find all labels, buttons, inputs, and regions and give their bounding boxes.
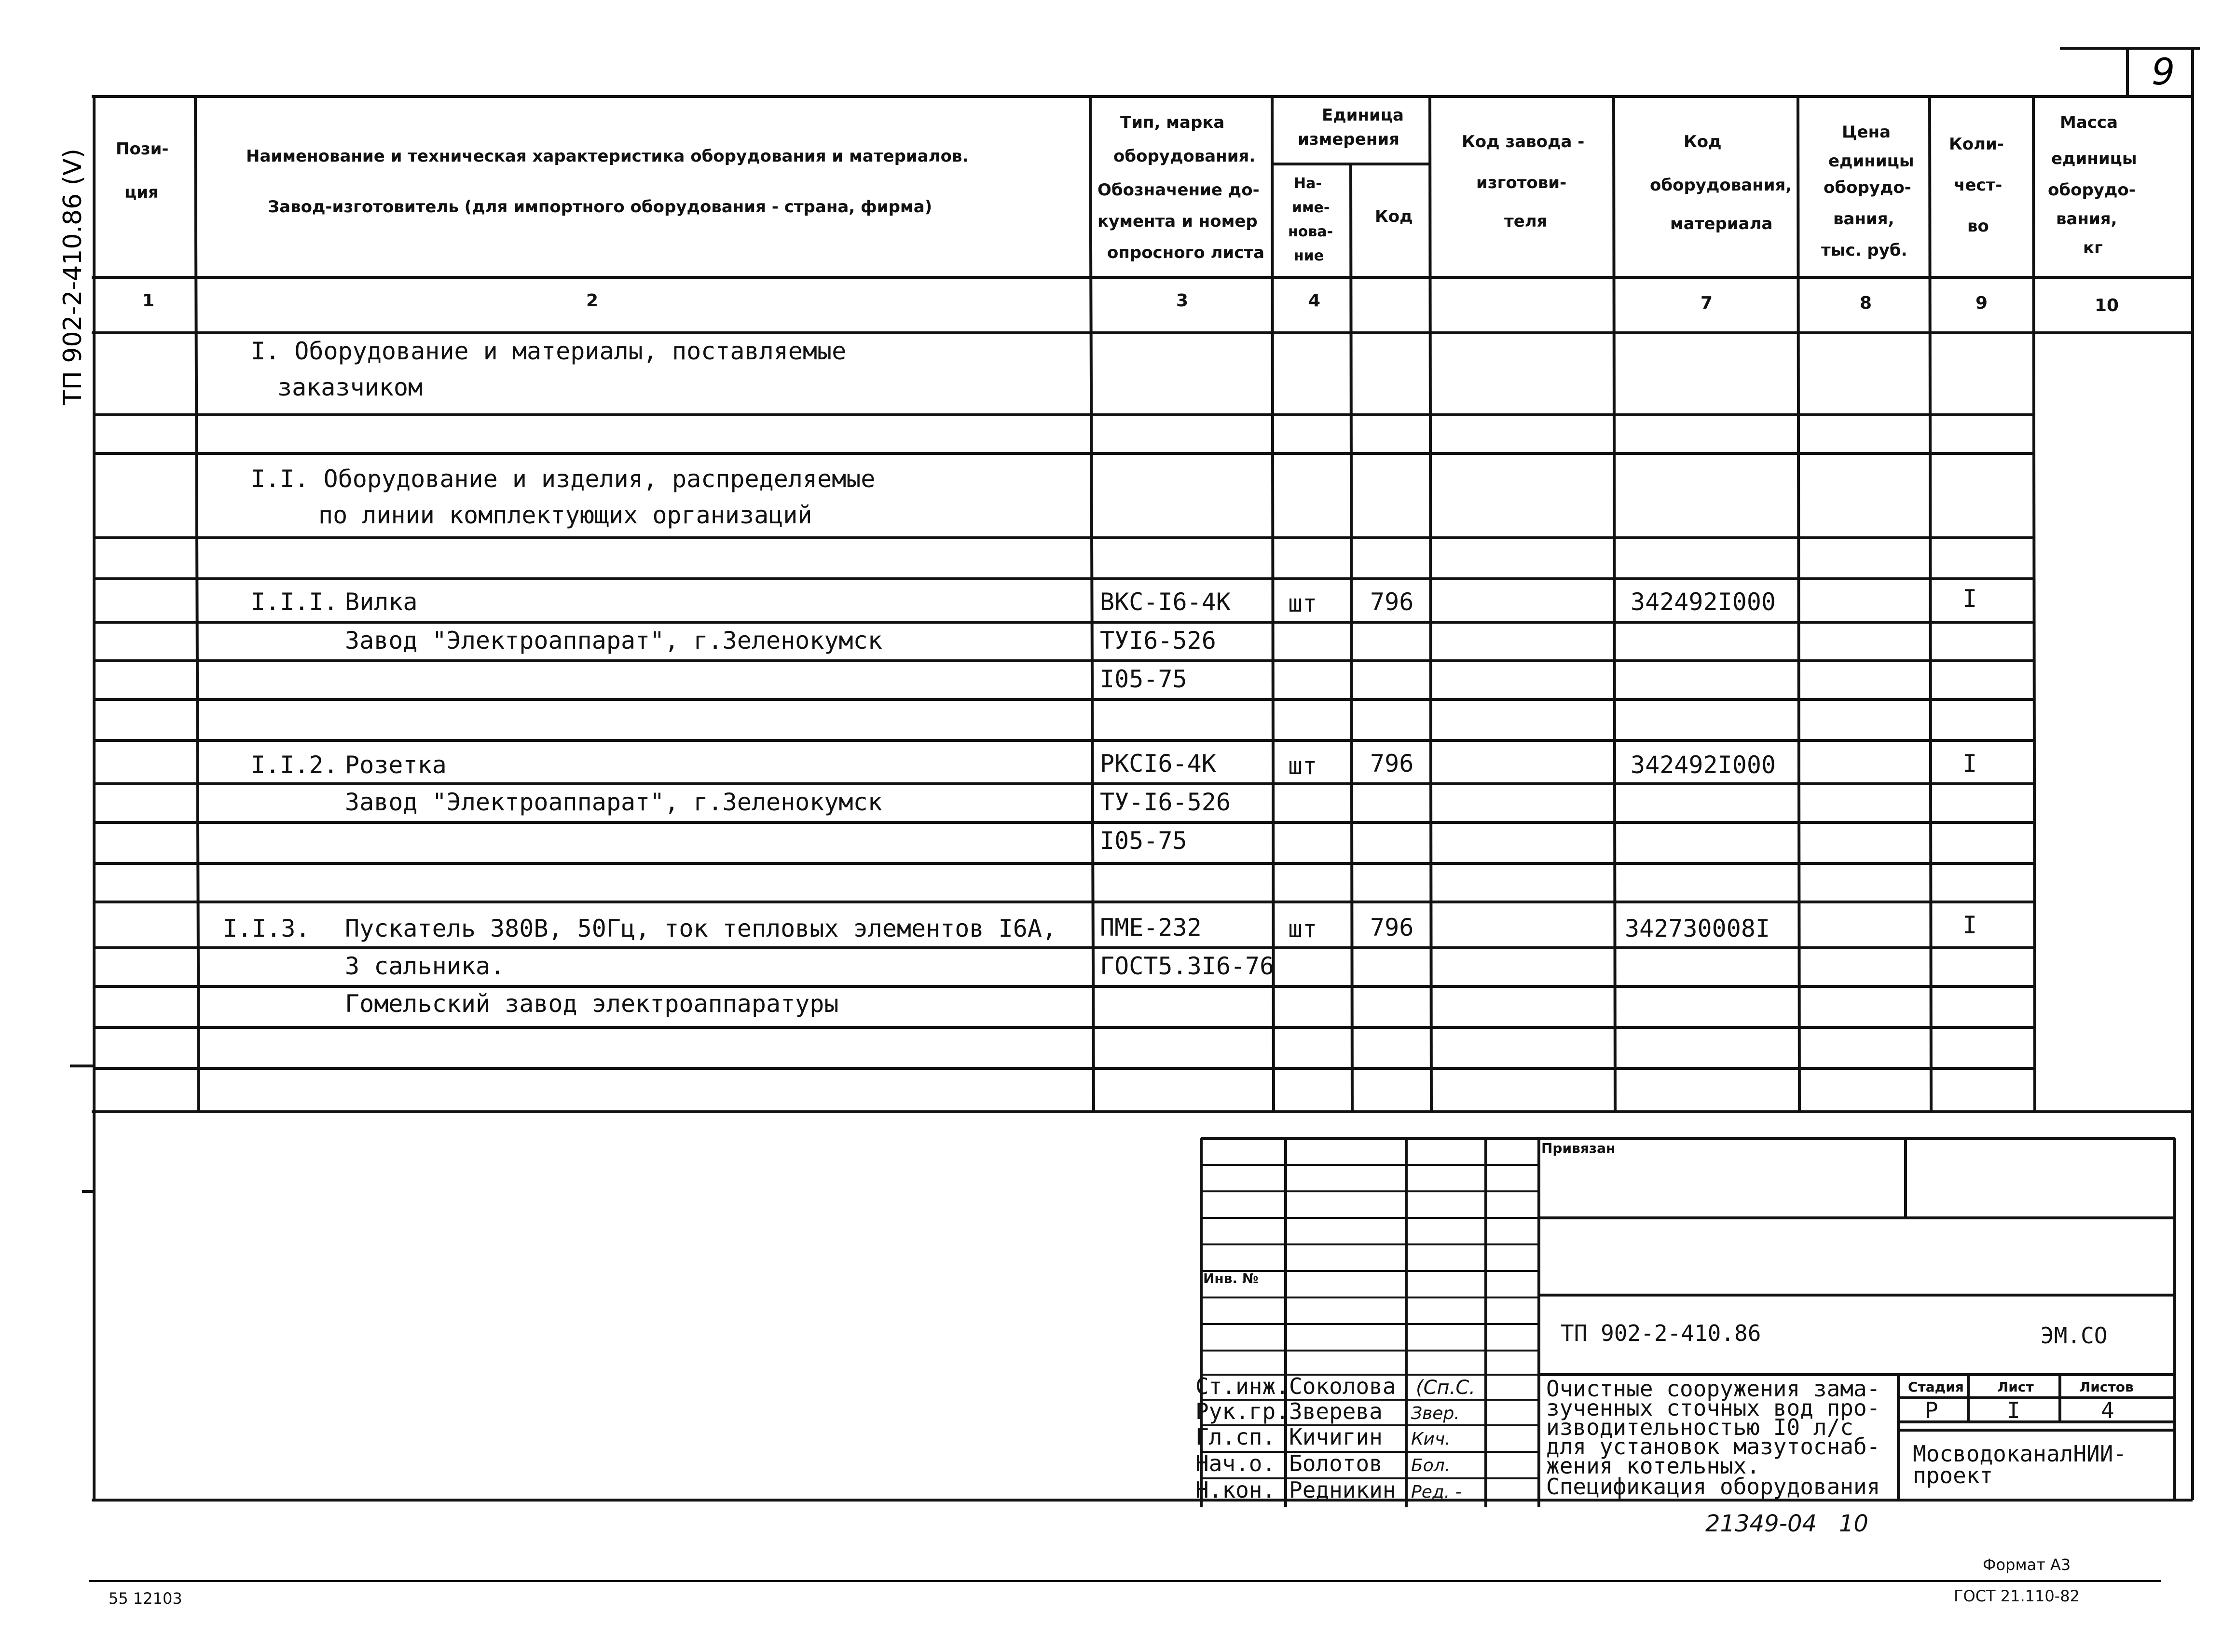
hdr-unit-name-l4: ние (1294, 247, 1324, 264)
hdr-unit-name-l3: нова- (1288, 223, 1333, 240)
staff-name-3: Кичигин (1289, 1424, 1383, 1450)
hdr-maker-l3: теля (1504, 212, 1548, 231)
item1-unit-code: 796 (1370, 588, 1414, 616)
hdr-qty-l1: Коли- (1949, 135, 2004, 154)
desc-l6: Спецификация оборудования (1546, 1474, 1880, 1500)
item1-type: ВКС-I6-4К (1100, 588, 1231, 616)
hdr-unit-l1: Единица (1322, 106, 1404, 125)
hdr-col2-l2: Завод-изготовитель (для импортного оборудования - страна, фирма) (268, 197, 933, 217)
staff-role-4: Нач.о. (1195, 1450, 1276, 1476)
hdr-price-l4: вания, (1833, 209, 1894, 229)
item3-position: I.I.3. (223, 915, 310, 942)
doc-code: ТП 902-2-410.86 (1561, 1320, 1761, 1346)
hdr-unit-name-l2: име- (1292, 199, 1330, 216)
hdr-col3-l1: Тип, марка (1120, 113, 1225, 132)
table-body (223, 337, 1977, 1018)
staff-name-1: Соколова (1289, 1373, 1396, 1399)
table-row (251, 585, 1977, 693)
item2-maker: Завод "Электроаппарат", г.Зеленокумск (345, 788, 882, 816)
item1-qty: I (1962, 585, 1977, 613)
item2-qty: I (1962, 750, 1977, 778)
sheets-value: 4 (2101, 1397, 2114, 1423)
org-l1: МосводоканалНИИ- (1913, 1441, 2127, 1467)
org-l2: проект (1913, 1462, 1993, 1488)
item1-doc: ТУI6-526 (1100, 627, 1216, 655)
table-row (223, 911, 1977, 1018)
colnum-9: 9 (1975, 293, 1988, 313)
hdr-mass-l4: вания, (2056, 209, 2117, 229)
staff-role-5: Н.кон. (1195, 1477, 1276, 1503)
colnum-10: 10 (2095, 296, 2119, 315)
handwritten-number: 21349-04 10 (1705, 1510, 1868, 1537)
inv-label: Инв. № (1203, 1270, 1259, 1286)
hdr-col3-l4: кумента и номер (1097, 212, 1258, 231)
item3-qty: I (1962, 911, 1977, 939)
colnum-7: 7 (1701, 293, 1713, 313)
hdr-col3-l2: оборудования. (1113, 147, 1256, 166)
side-code: ТП 902-2-410.86 (V) (58, 149, 87, 405)
hdr-col1-l1: Пози- (116, 139, 169, 159)
colnum-1: 1 (142, 291, 155, 311)
item3-name-cont: 3 сальника. (345, 952, 505, 980)
hdr-maker-l1: Код завода - (1462, 132, 1585, 151)
privyazan-label: Привязан (1541, 1140, 1616, 1156)
item2-unit: шт (1288, 752, 1317, 780)
item2-name: Розетка (345, 751, 447, 779)
signature-4: Бол. (1411, 1456, 1451, 1475)
item1-maker: Завод "Электроаппарат", г.Зеленокумск (345, 627, 882, 655)
staff-name-5: Редникин (1289, 1477, 1396, 1503)
format-label: Формат А3 (1983, 1556, 2071, 1574)
signature-1: (Сп.С. (1416, 1377, 1476, 1399)
item1-position: I.I.I. (251, 588, 338, 616)
staff-name-2: Зверева (1289, 1398, 1383, 1424)
item3-type: ПМЕ-232 (1100, 914, 1202, 942)
item1-name: Вилка (345, 588, 418, 616)
doc-mark: ЭМ.СО (2041, 1323, 2108, 1349)
gost-label: ГОСТ 21.110-82 (1954, 1587, 2080, 1605)
title-block (1195, 1138, 2175, 1507)
colnum-2: 2 (586, 291, 599, 311)
hdr-mass-l5: кг (2083, 238, 2103, 258)
desc-l4: для установок мазутоснаб- (1546, 1434, 1880, 1460)
item3-unit-code: 796 (1370, 914, 1414, 942)
item3-name: Пускатель 380В, 50Гц, ток тепловых элементов I6А, (345, 915, 1057, 942)
hdr-unit-code: Код (1375, 207, 1413, 226)
hdr-col3-l5: опросного листа (1107, 243, 1265, 262)
desc-l2: зученных сточных вод про- (1546, 1395, 1880, 1421)
hdr-col1-l2: ция (124, 183, 159, 202)
signature-3: Кич. (1411, 1429, 1451, 1449)
hdr-col2-l1: Наименование и техническая характеристика оборудования и материалов. (246, 147, 969, 166)
sheets-label: Листов (2079, 1379, 2134, 1395)
item3-code: 342730008I (1625, 915, 1770, 942)
item3-maker: Гомельский завод электроаппаратуры (345, 990, 839, 1018)
desc-l1: Очистные сооружения зама- (1546, 1376, 1880, 1402)
hdr-price-l1: Цена (1842, 123, 1891, 142)
signature-2: Звер. (1411, 1404, 1460, 1423)
item1-unit: шт (1288, 589, 1317, 617)
section-1-title-cont: заказчиком (277, 373, 423, 401)
section-1-1-title: I.I. Оборудование и изделия, распределяемые (251, 465, 876, 493)
hdr-qty-l3: во (1967, 217, 1989, 236)
item2-type: РКСI6-4К (1100, 750, 1216, 778)
staff-name-4: Болотов (1289, 1450, 1383, 1476)
item2-unit-code: 796 (1370, 750, 1414, 778)
hdr-qty-l2: чест- (1954, 176, 2003, 195)
hdr-price-l2: единицы (1828, 151, 1914, 171)
desc-l5: жения котельных. (1546, 1453, 1760, 1479)
hdr-code-l1: Код (1684, 132, 1722, 151)
sheet-label: Лист (1997, 1379, 2034, 1395)
stage-value: Р (1925, 1397, 1938, 1423)
hdr-price-l5: тыс. руб. (1821, 241, 1907, 260)
stage-label: Стадия (1908, 1379, 1964, 1395)
staff-role-2: Рук.гр. (1195, 1398, 1289, 1424)
hdr-price-l3: оборудо- (1824, 178, 1911, 197)
page-number: 9 (2152, 50, 2175, 93)
page-number-box (2060, 48, 2200, 1500)
hdr-maker-l2: изготови- (1476, 173, 1567, 192)
column-numbers (142, 291, 2119, 315)
item3-unit: шт (1288, 915, 1317, 943)
table-header (116, 106, 2137, 264)
hdr-code-l3: материала (1670, 214, 1773, 233)
hdr-code-l2: оборудования, (1650, 176, 1792, 195)
signature-5: Ред. - (1411, 1482, 1462, 1502)
item2-code: 342492I000 (1631, 751, 1776, 779)
section-1-1-title-cont: по линии комплектующих организаций (318, 501, 812, 529)
staff-role-1: Ст.инж. (1195, 1373, 1289, 1399)
section-1-title: I. Оборудование и материалы, поставляемые (251, 337, 847, 365)
item1-doc-cont: I05-75 (1100, 665, 1187, 693)
hdr-mass-l3: оборудо- (2048, 180, 2136, 200)
colnum-3: 3 (1176, 291, 1189, 311)
sheet-value: I (2007, 1397, 2020, 1423)
hdr-mass-l2: единицы (2051, 149, 2137, 168)
item2-doc-cont: I05-75 (1100, 827, 1187, 855)
hdr-unit-name-l1: На- (1294, 175, 1322, 192)
colnum-4: 4 (1308, 291, 1321, 311)
table-row (251, 750, 1977, 855)
archive-number: 55 12103 (109, 1589, 182, 1608)
staff-role-3: Гл.сп. (1195, 1424, 1276, 1450)
item2-position: I.I.2. (251, 751, 338, 779)
item1-code: 342492I000 (1631, 588, 1776, 616)
signatures (1411, 1377, 1475, 1502)
desc-l3: изводительностью I0 л/с (1546, 1414, 1853, 1440)
colnum-8: 8 (1860, 293, 1872, 313)
item3-doc: ГОСТ5.3I6-76 (1100, 952, 1275, 980)
hdr-col3-l3: Обозначение до- (1097, 180, 1260, 200)
hdr-unit-l2: измерения (1298, 130, 1399, 149)
item2-doc: ТУ-I6-526 (1100, 788, 1231, 816)
hdr-mass-l1: Масса (2060, 113, 2118, 132)
